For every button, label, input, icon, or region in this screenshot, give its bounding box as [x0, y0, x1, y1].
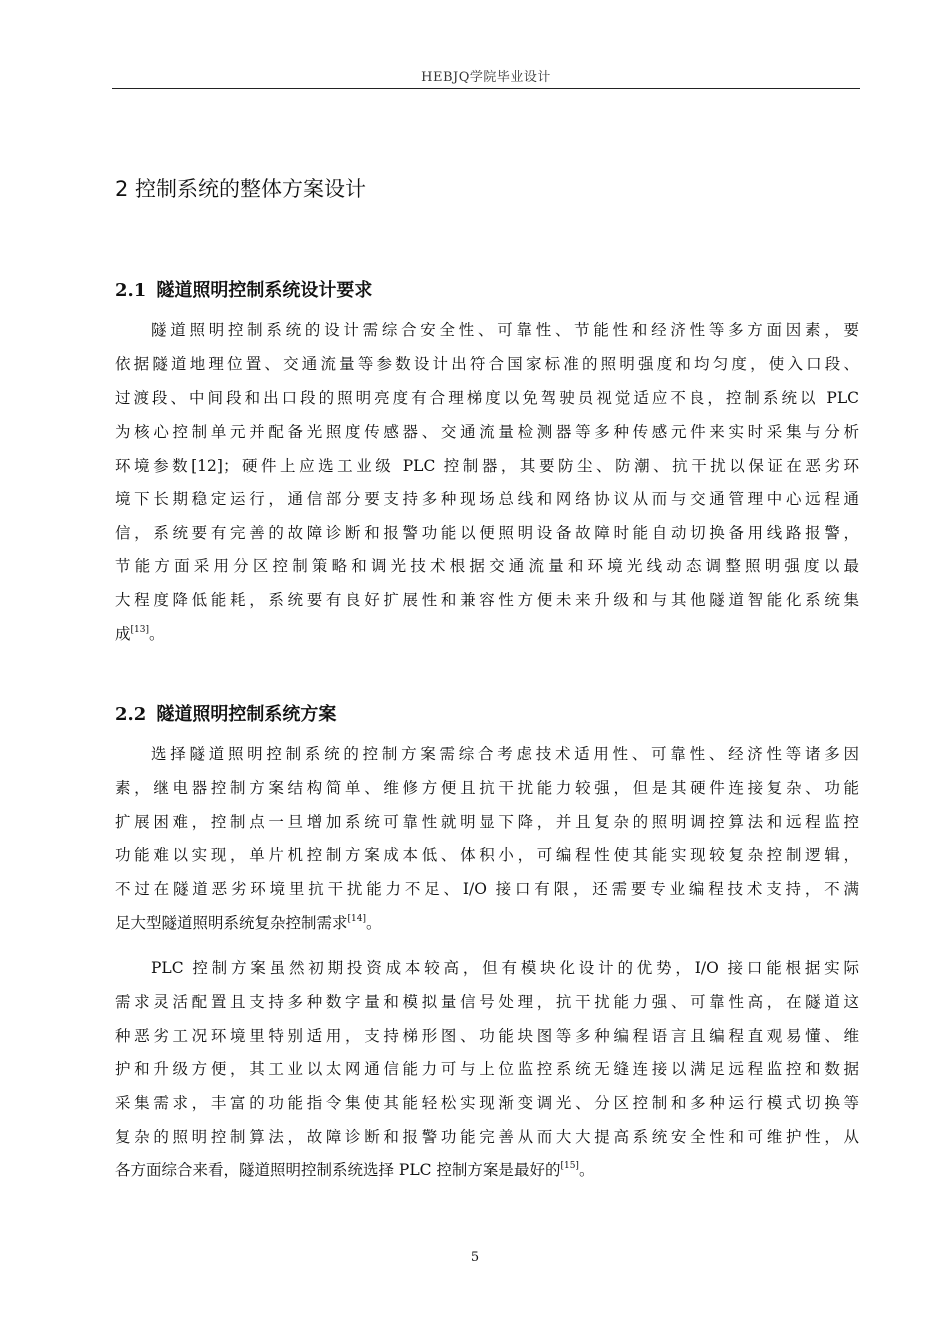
section-number: 2.2	[115, 704, 147, 725]
text-line: 不过在隧道恶劣环境里抗干扰能力不足、I/O 接口有限，还需要专业编程技术支持，不满	[115, 880, 859, 898]
line-end: 。	[149, 625, 165, 643]
text-line: 为核心控制单元并配备光照度传感器、交通流量检测器等多种传感元件来实时采集与分析	[115, 423, 859, 441]
line-text: 足大型隧道照明系统复杂控制需求	[115, 914, 348, 932]
citation: [13]	[130, 625, 149, 635]
text-line: 境下长期稳定运行，通信部分要支持多种现场总线和网络协议从而与交通管理中心远程通	[115, 490, 859, 508]
section-title-2-1	[115, 276, 372, 302]
section-heading: 隧道照明控制系统方案	[156, 704, 337, 725]
text-line-last	[115, 623, 859, 645]
text-line: 选择隧道照明控制系统的控制方案需综合考虑技术适用性、可靠性、经济性等诸多因	[151, 745, 859, 763]
text-line: 功能难以实现，单片机控制方案成本低、体积小，可编程性使其能实现较复杂控制逻辑，	[115, 846, 859, 864]
text-line: 大程度降低能耗，系统要有良好扩展性和兼容性方便未来升级和与其他隧道智能化系统集	[115, 591, 859, 609]
header-rule	[112, 88, 860, 89]
section-heading: 隧道照明控制系统设计要求	[156, 280, 373, 301]
line-text: 各方面综合来看，隧道照明控制系统选择 PLC 控制方案是最好的	[115, 1161, 561, 1179]
page-number: 5	[470, 1250, 480, 1265]
text-line: 扩展困难，控制点一旦增加系统可靠性就明显下降，并且复杂的照明调控算法和远程监控	[115, 813, 859, 831]
text-line: 隧道照明控制系统的设计需综合安全性、可靠性、节能性和经济性等多方面因素，要	[151, 321, 859, 339]
line-end: 。	[366, 914, 382, 932]
text-line: 护和升级方便，其工业以太网通信能力可与上位监控系统无缝连接以满足远程监控和数据	[115, 1060, 859, 1078]
text-line: 过渡段、中间段和出口段的照明亮度有合理梯度以免驾驶员视觉适应不良，控制系统以 PLC	[115, 389, 859, 407]
line-text: 成	[115, 625, 131, 643]
text-line: 需求灵活配置且支持多种数字量和模拟量信号处理，抗干扰能力强、可靠性高，在隧道这	[115, 993, 859, 1011]
text-line: 依据隧道地理位置、交通流量等参数设计出符合国家标准的照明强度和均匀度，使入口段、	[115, 355, 859, 373]
text-line: PLC 控制方案虽然初期投资成本较高，但有模块化设计的优势，I/O 接口能根据实际	[151, 959, 859, 977]
line-end: 。	[578, 1161, 595, 1179]
section-title-2-2	[115, 700, 336, 726]
section-number: 2.1	[115, 280, 147, 301]
text-line: 信，系统要有完善的故障诊断和报警功能以便照明设备故障时能自动切换备用线路报警，	[115, 524, 859, 542]
text-line: 环境参数[12]；硬件上应选工业级 PLC 控制器，其要防尘、防潮、抗干扰以保证在恶劣环	[115, 457, 859, 475]
text-line: 素，继电器控制方案结构简单、维修方便且抗干扰能力较强，但是其硬件连接复杂、功能	[115, 779, 859, 797]
citation: [15]	[560, 1161, 579, 1171]
chapter-title: 2 控制系统的整体方案设计	[115, 177, 367, 201]
text-line-last	[115, 1159, 859, 1181]
text-line-last	[115, 912, 859, 934]
text-line: 采集需求，丰富的功能指令集使其能轻松实现渐变调光、分区控制和多种运行模式切换等	[115, 1094, 859, 1112]
page-header: HEBJQ学院毕业设计	[421, 70, 551, 85]
text-line: 节能方面采用分区控制策略和调光技术根据交通流量和环境光线动态调整照明强度以最	[115, 557, 859, 575]
citation: [14]	[347, 914, 366, 924]
text-line: 种恶劣工况环境里特别适用，支持梯形图、功能块图等多种编程语言且编程直观易懂、维	[115, 1027, 859, 1045]
text-line: 复杂的照明控制算法，故障诊断和报警功能完善从而大大提高系统安全性和可维护性，从	[115, 1128, 859, 1146]
